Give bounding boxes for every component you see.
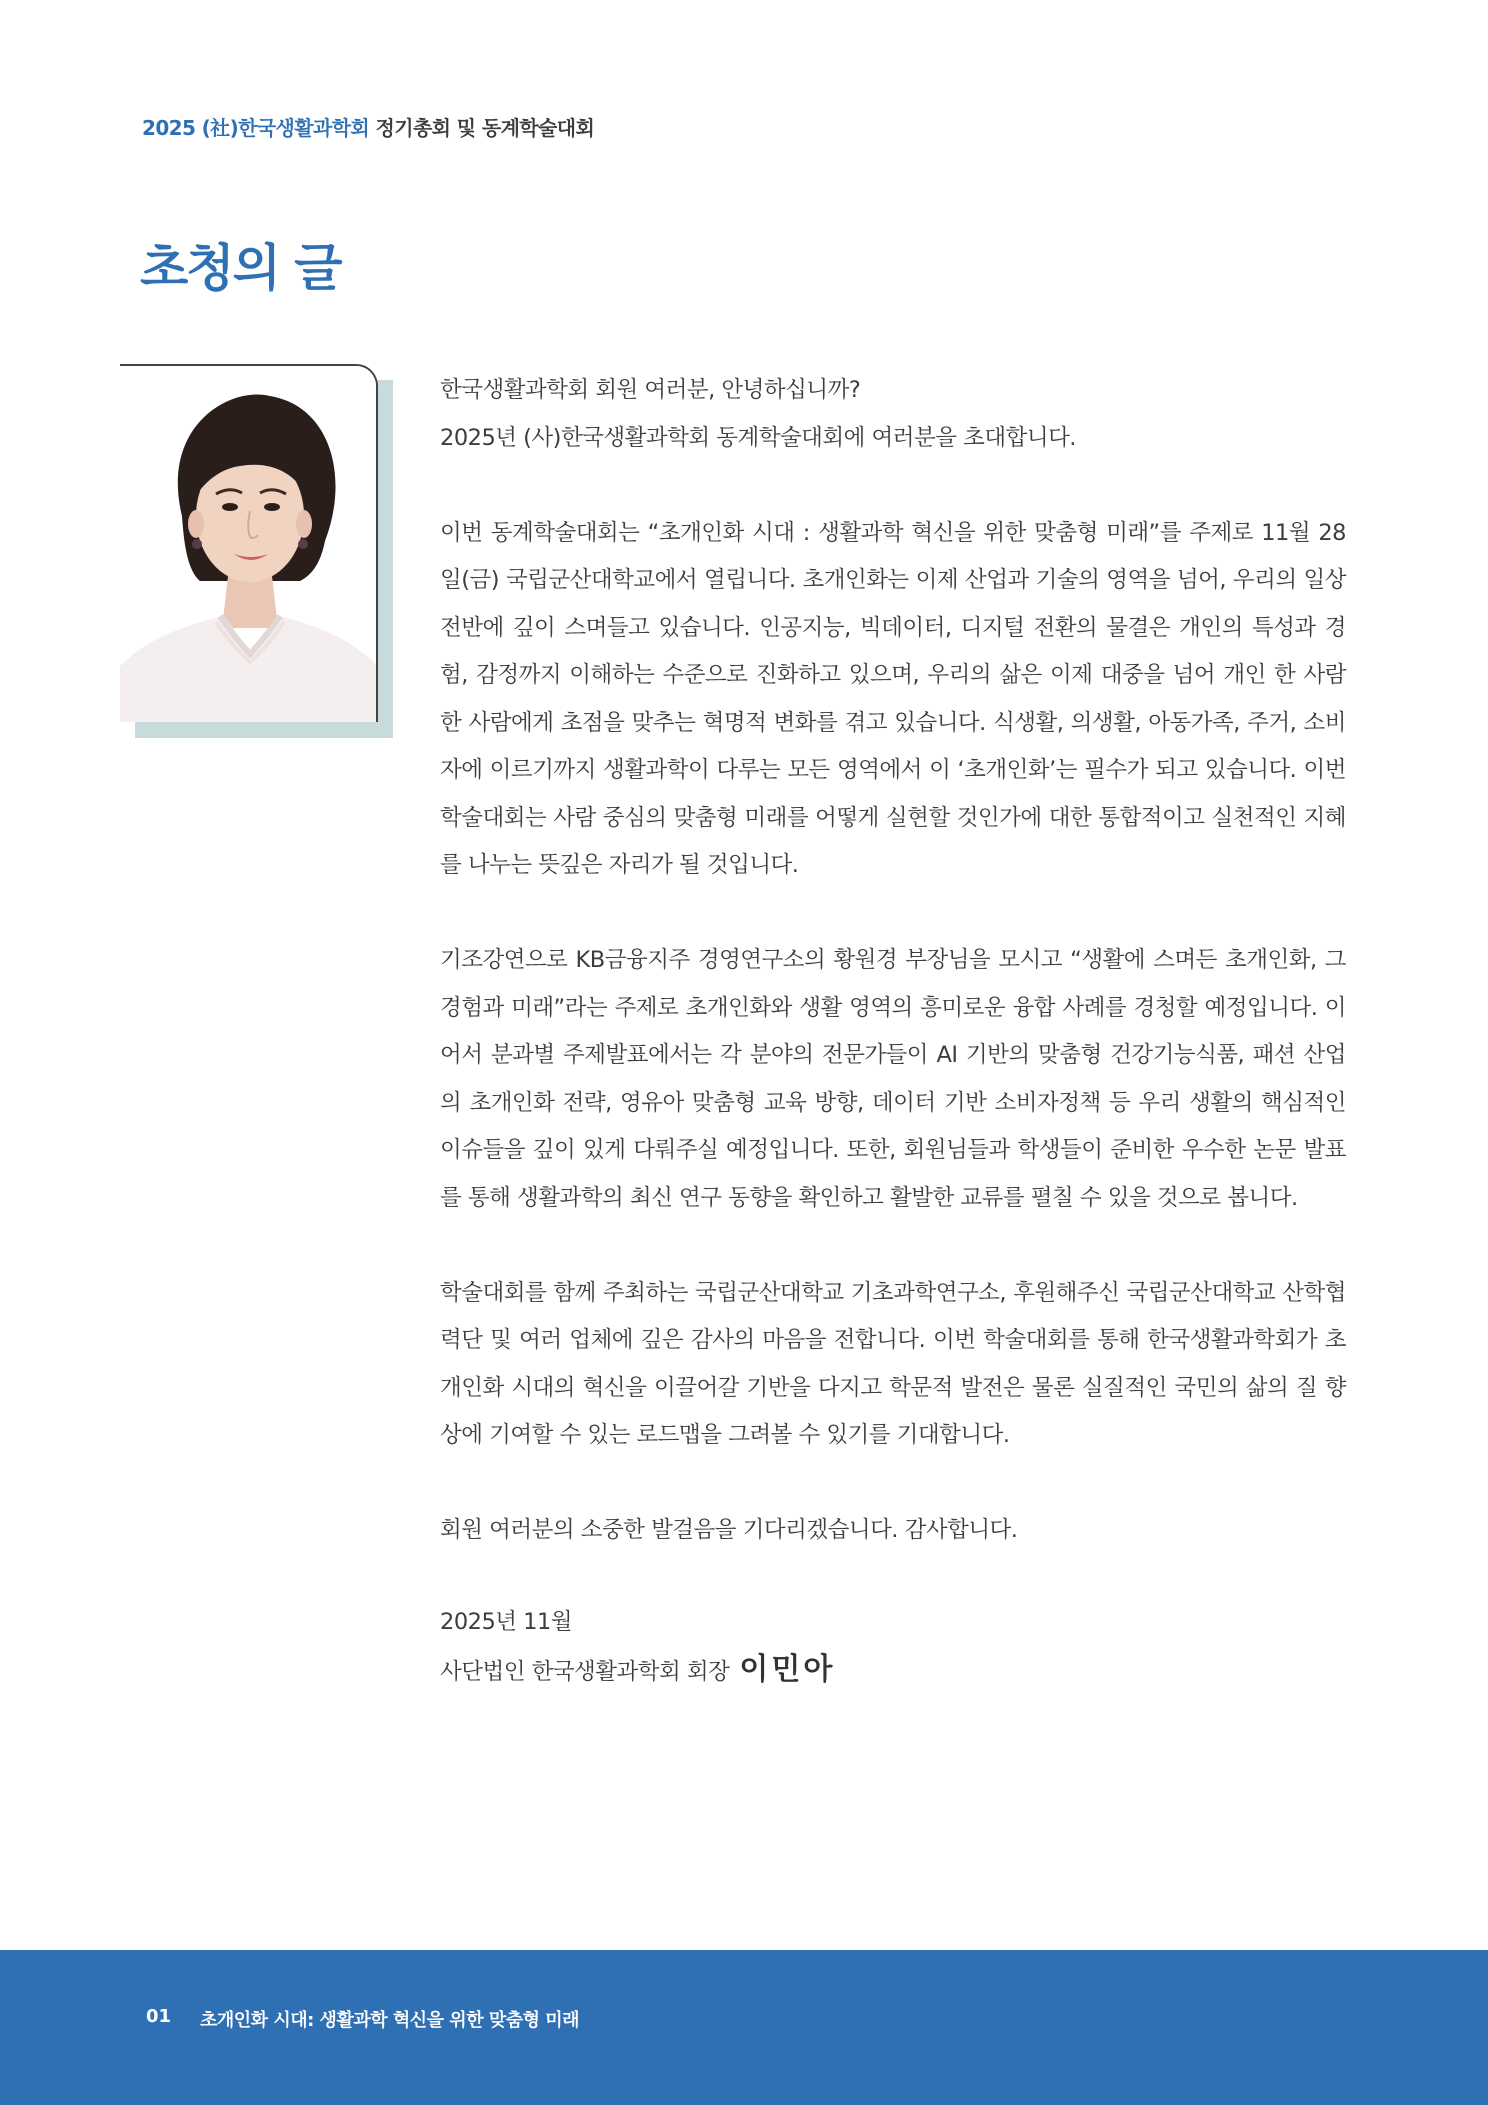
header-event: 정기총회 및 동계학술대회 (369, 116, 595, 140)
greeting-line-2: 2025년 (사)한국생활과학회 동계학술대회에 여러분을 초대합니다. (440, 424, 1076, 451)
signature-title: 사단법인 한국생활과학회 회장 (440, 1659, 730, 1685)
portrait-illustration (120, 366, 378, 722)
signature (440, 1646, 1346, 1697)
page-title: 초청의 글 (140, 239, 341, 297)
running-header (142, 112, 594, 141)
paragraph-theme: 이번 동계학술대회는 “초개인화 시대 : 생활과학 혁신을 위한 맞춤형 미래”를 주제로 11월 28일(금) 국립군산대학교에서 열립니다. 초개인화는 이제 산업과 기술의 영역을 넘어, 우리의 일상 전반에 깊이 스며들고 있습니다. 인공지능, 빅데이터, 디지털 전환의 물결은 개인의 특성과 경험, 감정까지 이해하는 수준으로 진화하고 있으며, 우리의 삶은 이제 대중을 넘어 개인 한 사람 한 사람에게 초점을 맞추는 혁명적 변화를 겪고 있습니다. 식생활, 의생활, 아동가족, 주거, 소비자에 이르기까지 생활과학이 다루는 모든 영역에서 이 ‘초개인화’는 필수가 되고 있습니다. 이번 학술대회는 사람 중심의 맞춤형 미래를 어떻게 실현할 것인가에 대한 통합적이고 실천적인 지혜를 나누는 뜻깊은 자리가 될 것입니다. (440, 519, 1346, 878)
invitation-letter (440, 367, 1346, 1697)
header-org: 2025 (社)한국생활과학회 (142, 116, 370, 140)
paragraph-thanks: 학술대회를 함께 주최하는 국립군산대학교 기초과학연구소, 후원해주신 국립군산대학교 산학협력단 및 여러 업체에 깊은 감사의 마음을 전합니다. 이번 학술대회를 통해 한국생활과학회가 초개인화 시대의 혁신을 이끌어갈 기반을 다지고 학문적 발전은 물론 실질적인 국민의 삶의 질 향상에 기여할 수 있는 로드맵을 그려볼 수 있기를 기대합니다. (440, 1279, 1346, 1448)
president-portrait-photo (120, 364, 378, 722)
greeting-line-1: 한국생활과학회 회원 여러분, 안녕하십니까? (440, 377, 861, 403)
signature-name: 이민아 (739, 1652, 836, 1687)
footer-title: 초개인화 시대: 생활과학 혁신을 위한 맞춤형 미래 (200, 2010, 580, 2031)
footer-page-number: 01 (146, 2006, 172, 2027)
paragraph-program: 기조강연으로 KB금융지주 경영연구소의 황원경 부장님을 모시고 “생활에 스며든 초개인화, 그 경험과 미래”라는 주제로 초개인화와 생활 영역의 흥미로운 융합 사례를 경청할 예정입니다. 이어서 분과별 주제발표에서는 각 분야의 전문가들이 AI 기반의 맞춤형 건강기능식품, 패션 산업의 초개인화 전략, 영유아 맞춤형 교육 방향, 데이터 기반 소비자정책 등 우리 생활의 핵심적인 이슈들을 깊이 있게 다뤄주실 예정입니다. 또한, 회원님들과 학생들이 준비한 우수한 논문 발표를 통해 생활과학의 최신 연구 동향을 확인하고 활발한 교류를 펼칠 수 있을 것으로 봅니다. (440, 947, 1346, 1211)
letter-date: 2025년 11월 (440, 1608, 573, 1635)
closing-line: 회원 여러분의 소중한 발걸음을 기다리겠습니다. 감사합니다. (440, 1517, 1018, 1543)
